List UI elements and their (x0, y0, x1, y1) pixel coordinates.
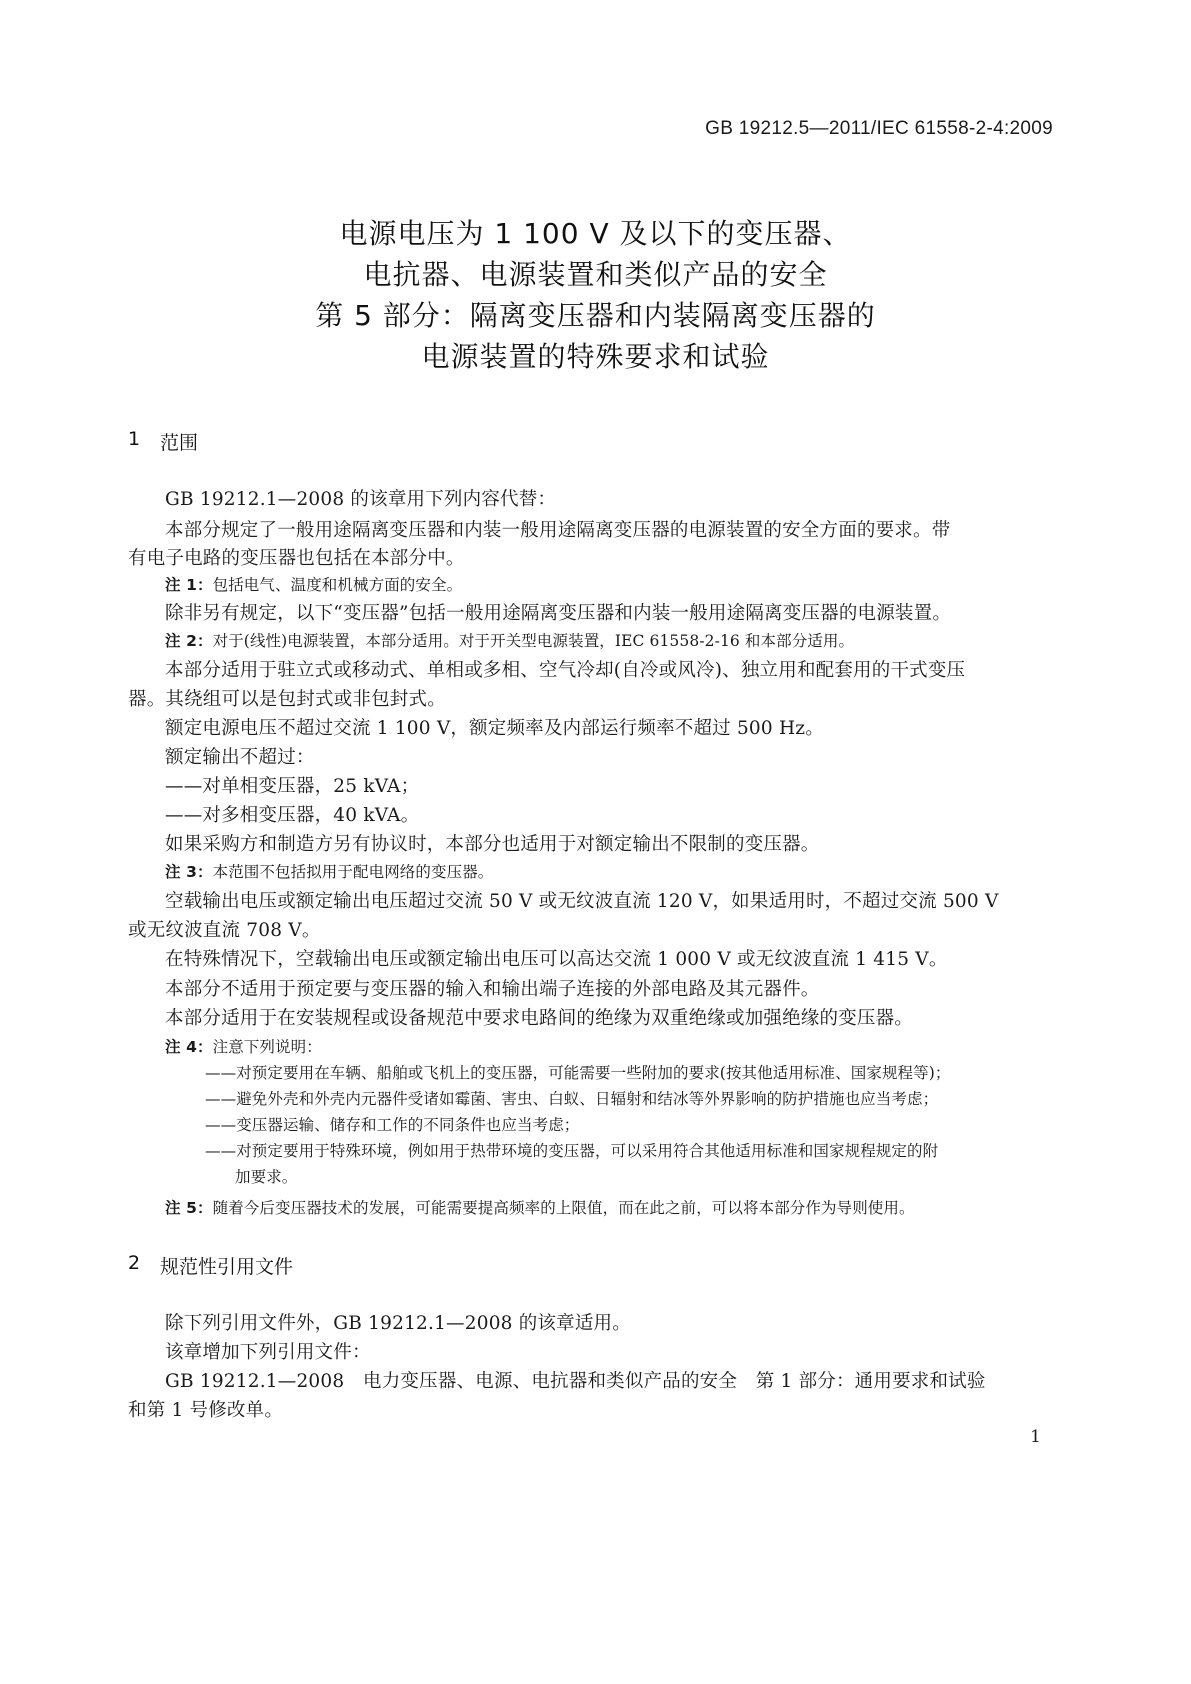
note-4 (165, 1035, 322, 1057)
page-number: 1 (1030, 1427, 1041, 1447)
section-2-paragraph: 该章增加下列引用文件： (165, 1342, 371, 1363)
note-text: 注意下列说明： (212, 1038, 322, 1056)
note-label: 注 3： (165, 863, 213, 881)
section-2-paragraph: 和第 1 号修改单。 (128, 1400, 284, 1421)
section-1-paragraph: 除非另有规定，以下“变压器”包括一般用途隔离变压器和内装一般用途隔离变压器的电源装置。 (165, 603, 952, 624)
section-1-paragraph: 额定电源电压不超过交流 1 100 V，额定频率及内部运行频率不超过 500 Hz。 (165, 718, 824, 739)
note-4-item: 加要求。 (235, 1168, 298, 1186)
note-label: 注 2： (165, 632, 213, 650)
section-1-paragraph: 器。其绕组可以是包封式或非包封式。 (128, 689, 446, 710)
title-line-3: 第 5 部分：隔离变压器和内装隔离变压器的 (315, 299, 876, 332)
section-1-heading: 范围 (160, 432, 199, 454)
note-3 (165, 860, 493, 882)
note-text: 对于(线性)电源装置，本部分适用。对于开关型电源装置，IEC 61558-2-16 和本部分适用。 (212, 632, 855, 650)
note-text: 本范围不包括拟用于配电网络的变压器。 (212, 863, 494, 881)
section-1-paragraph: 如果采购方和制造方另有协议时，本部分也适用于对额定输出不限制的变压器。 (165, 834, 820, 855)
section-2-heading: 规范性引用文件 (160, 1256, 294, 1278)
section-1-paragraph: 有电子电路的变压器也包括在本部分中。 (128, 548, 465, 569)
note-1 (165, 573, 462, 595)
section-1-paragraph: 本部分不适用于预定要与变压器的输入和输出端子连接的外部电路及其元器件。 (165, 979, 820, 1000)
standard-number: GB 19212.5—2011/IEC 61558-2-4:2009 (705, 118, 1053, 139)
note-4-item: ——对预定要用在车辆、船舶或飞机上的变压器，可能需要一些附加的要求(按其他适用标准、国家规程等)； (205, 1064, 951, 1082)
note-2 (165, 629, 854, 651)
section-1-paragraph: 在特殊情况下，空载输出电压或额定输出电压可以高达交流 1 000 V 或无纹波直流 1 415 V。 (165, 949, 948, 970)
note-4-item: ——变压器运输、储存和工作的不同条件也应当考虑； (205, 1116, 580, 1134)
title-line-2: 电抗器、电源装置和类似产品的安全 (363, 258, 828, 291)
section-1-paragraph: 额定输出不超过： (165, 747, 315, 768)
dash-item: ——对多相变压器，40 kVA。 (165, 805, 420, 826)
note-4-item: ——对预定要用于特殊环境，例如用于热带环境的变压器，可以采用符合其他适用标准和国家规程规定的附 (205, 1142, 939, 1160)
note-label: 注 5： (165, 1199, 213, 1217)
title-line-1: 电源电压为 1 100 V 及以下的变压器、 (339, 217, 852, 250)
section-2-paragraph: GB 19212.1—2008 电力变压器、电源、电抗器和类似产品的安全 第 1 部分：通用要求和试验 (165, 1371, 986, 1392)
note-label: 注 1： (165, 576, 213, 594)
section-1-paragraph: GB 19212.1—2008 的该章用下列内容代替： (165, 489, 557, 510)
section-1-paragraph: 本部分规定了一般用途隔离变压器和内装一般用途隔离变压器的电源装置的安全方面的要求。带 (165, 520, 951, 541)
section-2-number: 2 (128, 1252, 141, 1274)
section-1-paragraph: 本部分适用于驻立式或移动式、单相或多相、空气冷却(自冷或风冷)、独立用和配套用的干式变压 (165, 660, 966, 681)
note-4-item: ——避免外壳和外壳内元器件受诸如霉菌、害虫、白蚁、日辐射和结冰等外界影响的防护措施也应当考虑； (205, 1090, 939, 1108)
note-text: 随着今后变压器技术的发展，可能需要提高频率的上限值，而在此之前，可以将本部分作为导则使用。 (212, 1199, 915, 1217)
section-1-paragraph: 或无纹波直流 708 V。 (128, 920, 321, 941)
section-2-paragraph: 除下列引用文件外，GB 19212.1—2008 的该章适用。 (165, 1313, 631, 1334)
note-label: 注 4： (165, 1038, 213, 1056)
section-1-paragraph: 本部分适用于在安装规程或设备规范中要求电路间的绝缘为双重绝缘或加强绝缘的变压器。 (165, 1008, 914, 1029)
note-text: 包括电气、温度和机械方面的安全。 (212, 576, 463, 594)
note-5 (165, 1196, 915, 1218)
dash-item: ——对单相变压器，25 kVA； (165, 776, 420, 797)
title-line-4: 电源装置的特殊要求和试验 (421, 340, 770, 373)
section-1-paragraph: 空载输出电压或额定输出电压超过交流 50 V 或无纹波直流 120 V，如果适用时，不超过交流 500 V (165, 891, 999, 912)
section-1-number: 1 (128, 428, 141, 450)
